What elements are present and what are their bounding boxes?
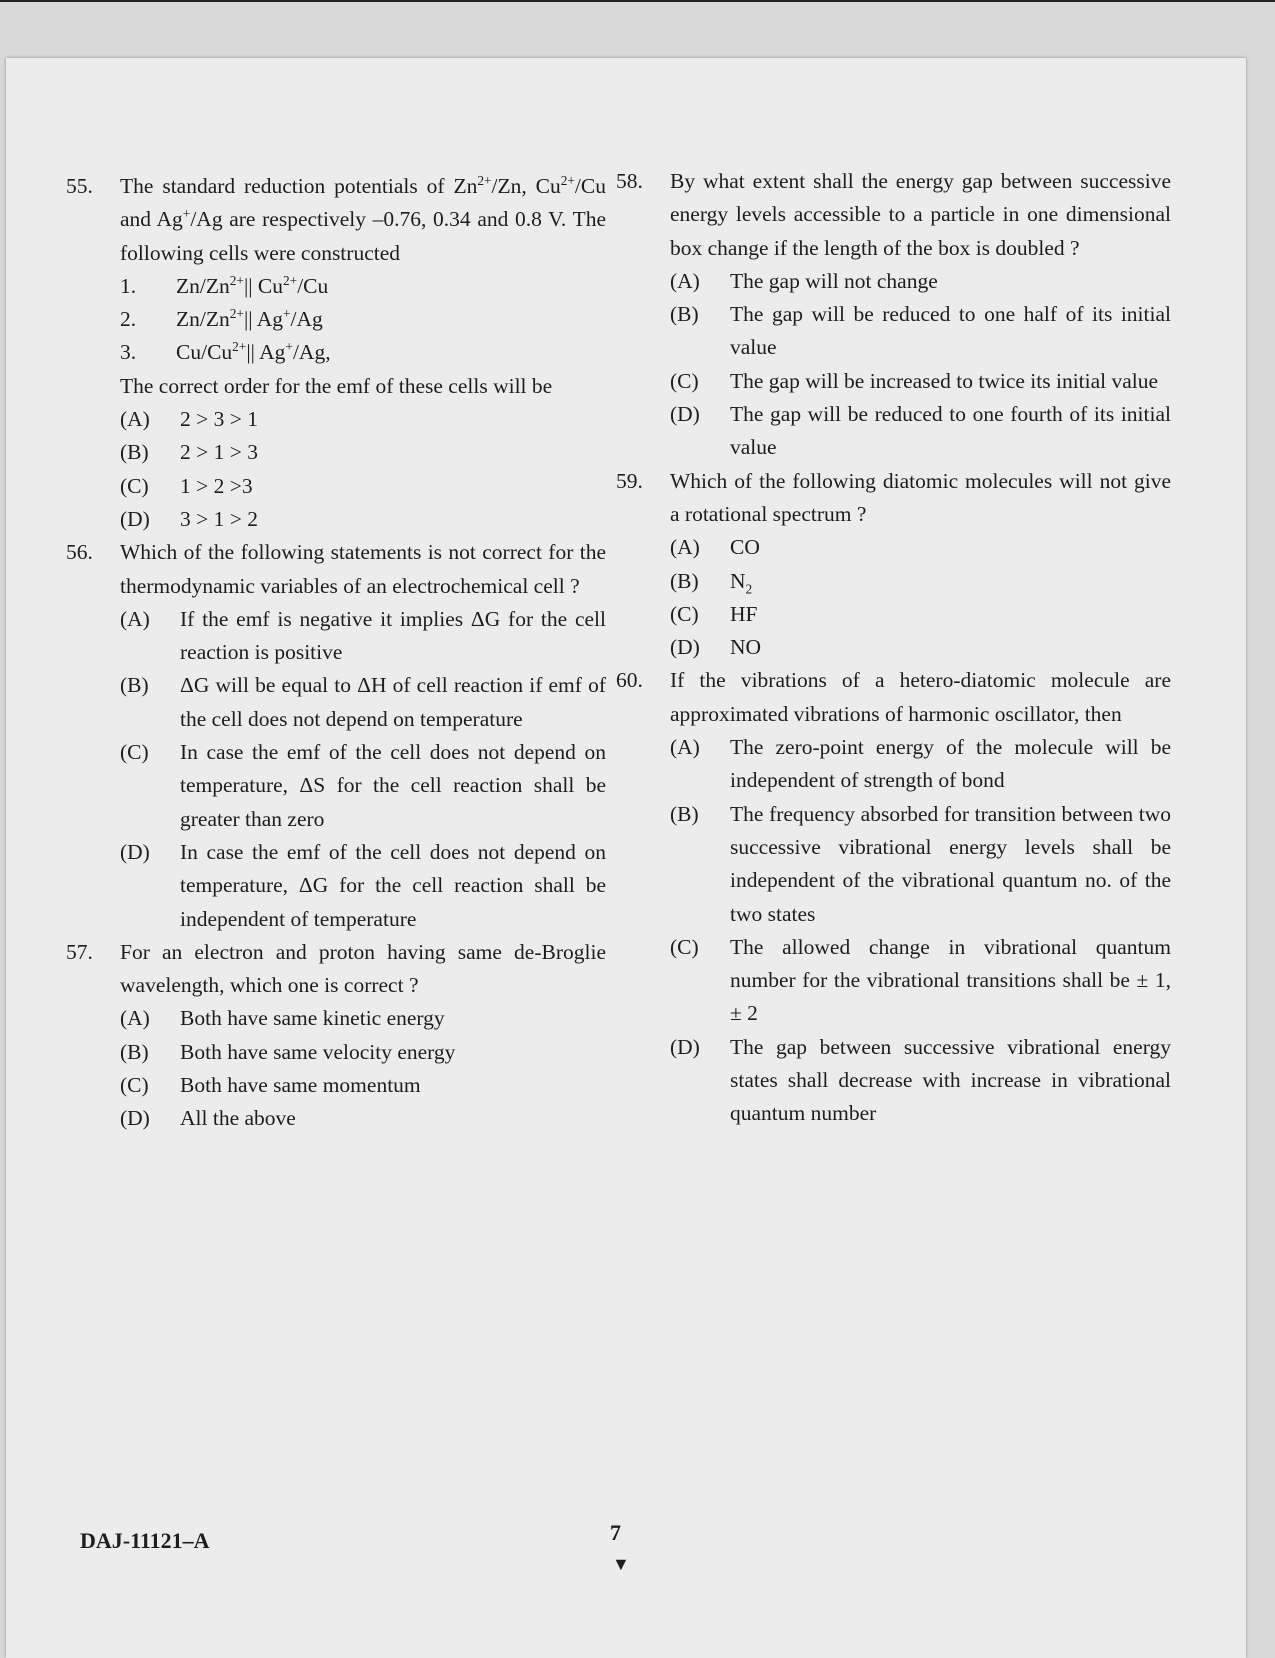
option-a[interactable]: (A) If the emf is negative it implies ΔG for the cell reaction is positive (120, 606, 606, 665)
option-c[interactable]: (C) 1 > 2 >3 (120, 473, 253, 498)
option-b[interactable]: (B) The gap will be reduced to one half of its initial value (670, 302, 1171, 360)
option-a[interactable]: (A) 2 > 3 > 1 (120, 407, 259, 432)
question-58 (616, 165, 1171, 465)
option-b[interactable]: (B) ΔG will be equal to ΔH of cell reaction if emf of the cell does not depend on temperature (120, 673, 606, 731)
question-57 (66, 936, 606, 1136)
option-c[interactable]: (C) In case the emf of the cell does not depend on temperature, ΔS for the cell reaction shall be greater than zero (120, 740, 606, 831)
question-text: If the vibrations of a hetero-diatomic molecule are approximated vibrations of harmonic oscillator, then (670, 668, 1171, 726)
left-column (66, 170, 606, 1136)
question-56 (66, 536, 606, 936)
option-c[interactable]: (C) The allowed change in vibrational quantum number for the vibrational transitions shall be ± 1, ± 2 (670, 934, 1171, 1026)
option-c[interactable]: (C) Both have same momentum (120, 1073, 421, 1098)
paper-code: DAJ-11121–A (80, 1528, 210, 1553)
question-number: 55. (66, 174, 93, 198)
option-d[interactable]: (D) The gap will be reduced to one fourth of its initial value (670, 402, 1171, 460)
option-c[interactable]: (C) HF (670, 601, 758, 626)
option-c[interactable]: (C) The gap will be increased to twice its initial value (670, 368, 1159, 393)
question-60 (616, 664, 1171, 1130)
question-text: Which of the following statements is not correct for the thermodynamic variables of an electrochemical cell ? (120, 540, 606, 598)
question-59 (616, 465, 1171, 665)
page-number: 7 (610, 1520, 621, 1545)
down-triangle-icon: ▼ (612, 1554, 630, 1574)
question-number: 57. (66, 939, 93, 964)
option-b[interactable]: (B) $N_2$ (670, 568, 753, 596)
option-b[interactable]: (B) 2 > 1 > 3 (120, 440, 259, 465)
question-number: 59. (616, 468, 643, 493)
question-55 (66, 170, 606, 536)
question-prompt: The correct order for the emf of these cells will be (120, 373, 553, 398)
question-number: 58. (616, 169, 643, 193)
right-column (616, 165, 1171, 1131)
option-d[interactable]: (D) The gap between successive vibrational energy states shall decrease with increase in vibrational quantum number (670, 1034, 1171, 1126)
scan-top-edge (0, 0, 1275, 2)
question-text: By what extent shall the energy gap between successive energy levels accessible to a particle in one dimensional box change if the length of the box is doubled ? (670, 169, 1171, 260)
option-d[interactable]: (D) All the above (120, 1106, 296, 1131)
question-number: 60. (616, 668, 643, 693)
option-a[interactable]: (A) CO (670, 535, 760, 560)
option-a[interactable]: (A) The gap will not change (670, 268, 938, 293)
option-d[interactable]: (D) In case the emf of the cell does not depend on temperature, ΔG for the cell reaction shall be independent of temperature (120, 839, 606, 931)
option-a[interactable]: (A) Both have same kinetic energy (120, 1006, 445, 1031)
option-d[interactable]: (D) NO (670, 635, 762, 660)
option-b[interactable]: (B) The frequency absorbed for transition between two successive vibrational energy levels shall be independent of the vibrational quantum no. of the two states (670, 801, 1171, 926)
cell-item: 3. $Cu/Cu^{2+}||$ Ag+/Ag, (120, 339, 331, 365)
cell-item: 2. $Zn/Zn^{2+}||$ Ag+/Ag (120, 306, 323, 332)
option-b[interactable]: (B) Both have same velocity energy (120, 1039, 456, 1064)
question-text: For an electron and proton having same de-Broglie wavelength, which one is correct ? (120, 939, 606, 998)
question-number: 56. (66, 540, 93, 565)
cell-item: 1. $Zn/Zn^{2+}||$ $Cu^{2+}/Cu$ (120, 272, 329, 298)
option-a[interactable]: (A) The zero-point energy of the molecule will be independent of strength of bond (670, 735, 1171, 793)
question-text: The standard reduction potentials of $Zn^{2+}/Zn$, $Cu^{2+}/Cu$ and Ag+/Ag are respectively –0.76, 0.34 and 0.8 V. The following cells were constructed (120, 172, 606, 265)
option-d[interactable]: (D) 3 > 1 > 2 (120, 506, 259, 531)
question-text: Which of the following diatomic molecules will not give a rotational spectrum ? (670, 468, 1171, 526)
